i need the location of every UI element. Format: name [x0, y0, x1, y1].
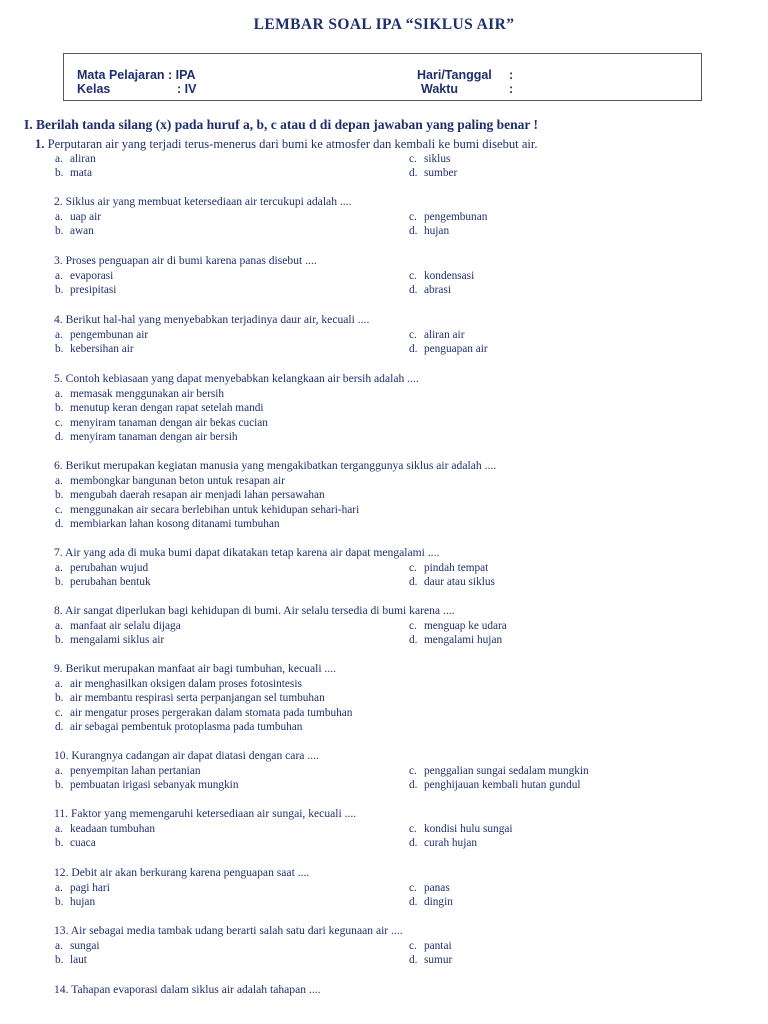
question-number: 13. [54, 924, 69, 937]
question-text: Berikut merupakan kegiatan manusia yang mengakibatkan terganggunya siklus air adalah .... [62, 459, 497, 472]
option-letter: a. [55, 677, 63, 690]
question-stem [55, 372, 419, 387]
question-number: 2. [54, 195, 63, 208]
option-text: pengembunan air [70, 328, 149, 341]
question-text: Berikut hal-hal yang menyebabkan terjadinya daur air, kecuali .... [62, 313, 370, 326]
option-letter: d. [55, 721, 64, 733]
answer-option [55, 836, 96, 851]
option-letter: a. [55, 939, 63, 952]
option-text: kondisi hulu sungai [424, 822, 513, 835]
option-text: curah hujan [424, 837, 478, 849]
option-letter: d. [409, 284, 418, 296]
answer-option [409, 619, 507, 634]
option-letter: a. [55, 328, 63, 341]
option-text: presipitasi [70, 284, 117, 296]
option-text: kondensasi [424, 269, 475, 282]
answer-option [55, 953, 87, 968]
option-text: laut [70, 954, 87, 966]
option-letter: d. [409, 954, 418, 966]
subject-label: Mata Pelajaran : IPA [77, 68, 196, 82]
answer-option [55, 822, 155, 837]
option-letter: a. [55, 764, 63, 777]
option-letter: a. [55, 561, 63, 574]
answer-option [55, 677, 302, 692]
option-text: penggalian sungai sedalam mungkin [424, 764, 589, 777]
question-number: 5. [54, 372, 63, 385]
option-letter: d. [409, 343, 418, 355]
answer-option [409, 575, 495, 590]
option-text: menyiram tanaman dengan air bekas cucian [70, 416, 268, 429]
answer-option [55, 575, 151, 590]
option-text: penyempitan lahan pertanian [70, 764, 201, 777]
info-box [63, 53, 702, 101]
question-number: 6. [54, 459, 63, 472]
question-stem [55, 459, 496, 474]
option-text: panas [424, 881, 450, 894]
question-text: Contoh kebiasaan yang dapat menyebabkan kelangkaan air bersih adalah .... [62, 372, 419, 385]
answer-option [55, 342, 134, 357]
option-text: keadaan tumbuhan [70, 822, 156, 835]
option-text: membongkar bangunan beton untuk resapan air [70, 474, 285, 487]
option-text: air menghasilkan oksigen dalam proses fotosintesis [70, 677, 302, 690]
option-letter: c. [55, 706, 63, 719]
option-text: sumber [424, 167, 458, 179]
answer-option [55, 166, 92, 181]
option-letter: c. [409, 881, 417, 894]
answer-option [55, 387, 224, 402]
option-text: manfaat air selalu dijaga [70, 619, 181, 632]
option-letter: a. [55, 822, 63, 835]
option-text: aliran air [424, 328, 465, 341]
option-letter: c. [55, 503, 63, 516]
answer-option [409, 822, 513, 837]
question-number: 4. [54, 313, 63, 326]
time-value: : [509, 82, 514, 96]
option-letter: d. [55, 431, 64, 443]
answer-option [55, 691, 325, 706]
option-text: pengembunan [424, 210, 488, 223]
option-letter: b. [55, 576, 64, 588]
option-letter: b. [55, 837, 64, 849]
answer-option [409, 881, 450, 896]
option-text: pagi hari [70, 881, 110, 894]
option-letter: b. [55, 225, 64, 237]
option-letter: b. [55, 167, 64, 179]
question-stem [55, 195, 351, 210]
option-text: pantai [424, 939, 452, 952]
option-letter: d. [409, 896, 418, 908]
answer-option [409, 224, 449, 239]
answer-option [55, 881, 110, 896]
option-text: menyiram tanaman dengan air bersih [70, 431, 238, 443]
option-letter: b. [55, 779, 64, 791]
option-text: penguapan air [424, 343, 488, 355]
option-text: memasak menggunakan air bersih [70, 387, 225, 400]
option-letter: c. [409, 152, 417, 165]
section-instruction: I. Berilah tanda silang (x) pada huruf a, b, c atau d di depan jawaban yang paling benar ! [24, 117, 538, 132]
question-number: 7. [54, 546, 63, 559]
option-text: penghijauan kembali hutan gundul [424, 779, 581, 791]
option-text: perubahan wujud [70, 561, 149, 574]
answer-option [55, 706, 352, 721]
option-text: hujan [70, 896, 96, 908]
question-number: 1. [35, 137, 45, 151]
answer-option [55, 895, 95, 910]
answer-option [55, 503, 359, 518]
answer-option [409, 328, 464, 343]
option-letter: c. [409, 210, 417, 223]
question-text: Air sebagai media tambak udang berarti salah satu dari kegunaan air .... [68, 924, 403, 937]
option-text: menggunakan air secara berlebihan untuk kehidupan sehari-hari [70, 503, 360, 516]
option-letter: d. [409, 167, 418, 179]
question-text: Air sangat diperlukan bagi kehidupan di bumi. Air selalu tersedia di bumi karena .... [62, 604, 455, 617]
option-text: aliran [70, 152, 96, 165]
answer-option [55, 561, 148, 576]
option-text: perubahan bentuk [70, 576, 151, 588]
option-letter: b. [55, 402, 64, 414]
class-value: : IV [177, 82, 197, 96]
option-text: air sebagai pembentuk protoplasma pada tumbuhan [70, 721, 303, 733]
worksheet-title: LEMBAR SOAL IPA “SIKLUS AIR” [253, 16, 515, 33]
option-text: siklus [424, 152, 451, 165]
option-text: air membantu respirasi serta perpanjangan sel tumbuhan [70, 692, 325, 704]
question-stem [55, 866, 309, 881]
option-text: mata [70, 167, 92, 179]
question-text: Air yang ada di muka bumi dapat dikatakan tetap karena air dapat mengalami .... [62, 546, 440, 559]
option-letter: b. [55, 284, 64, 296]
question-text: Siklus air yang membuat ketersediaan air tercukupi adalah .... [62, 195, 352, 208]
option-text: kebersihan air [70, 343, 134, 355]
answer-option [55, 474, 285, 489]
question-text: Debit air akan berkurang karena penguapan saat .... [68, 866, 310, 879]
answer-option [55, 328, 148, 343]
question-stem [55, 662, 336, 677]
option-letter: c. [409, 619, 417, 632]
option-letter: b. [55, 634, 64, 646]
answer-option [409, 633, 502, 648]
option-letter: b. [55, 489, 64, 501]
answer-option [409, 166, 457, 181]
option-letter: c. [409, 328, 417, 341]
question-number: 11. [54, 807, 69, 820]
answer-option [55, 633, 164, 648]
question-stem [55, 983, 321, 998]
option-letter: d. [409, 837, 418, 849]
answer-option [409, 269, 474, 284]
option-text: awan [70, 225, 94, 237]
option-text: menutup keran dengan rapat setelah mandi [70, 402, 264, 414]
option-text: air mengatur proses pergerakan dalam stomata pada tumbuhan [70, 706, 353, 719]
question-stem [55, 924, 403, 939]
answer-option [55, 778, 238, 793]
option-letter: a. [55, 269, 63, 282]
question-stem [55, 604, 455, 619]
question-stem [55, 254, 317, 269]
question-number: 12. [54, 866, 69, 879]
answer-option [409, 152, 450, 167]
answer-option [55, 720, 302, 735]
option-text: uap air [70, 210, 102, 223]
answer-option [55, 416, 268, 431]
option-letter: c. [409, 822, 417, 835]
answer-option [55, 152, 96, 167]
question-stem [55, 749, 319, 764]
option-letter: c. [55, 416, 63, 429]
date-value: : [509, 68, 514, 82]
option-text: daur atau siklus [424, 576, 495, 588]
option-text: cuaca [70, 837, 96, 849]
answer-option [409, 764, 589, 779]
option-letter: a. [55, 210, 63, 223]
question-stem [55, 807, 356, 822]
question-text: Berikut merupakan manfaat air bagi tumbuhan, kecuali .... [62, 662, 337, 675]
date-label: Hari/Tanggal [417, 68, 492, 82]
answer-option [55, 269, 113, 284]
answer-option [55, 764, 201, 779]
option-text: mengalami hujan [424, 634, 503, 646]
option-text: pembuatan irigasi sebanyak mungkin [70, 779, 239, 791]
answer-option [409, 778, 581, 793]
answer-option [55, 517, 280, 532]
option-letter: b. [55, 896, 64, 908]
answer-option [55, 619, 181, 634]
option-letter: d. [409, 225, 418, 237]
option-text: sumur [424, 954, 453, 966]
option-letter: a. [55, 881, 63, 894]
question-number: 14. [54, 983, 69, 996]
option-letter: b. [55, 954, 64, 966]
option-text: hujan [424, 225, 450, 237]
option-letter: d. [55, 518, 64, 530]
option-letter: c. [409, 269, 417, 282]
option-letter: b. [55, 343, 64, 355]
question-text: Faktor yang memengaruhi ketersediaan air sungai, kecuali .... [68, 807, 357, 820]
time-label: Waktu [421, 82, 459, 96]
option-text: mengubah daerah resapan air menjadi lahan persawahan [70, 489, 325, 501]
answer-option [55, 401, 264, 416]
class-label: Kelas [77, 82, 111, 96]
answer-option [55, 430, 238, 445]
question-text: Proses penguapan air di bumi karena panas disebut .... [62, 254, 317, 267]
option-letter: d. [409, 576, 418, 588]
option-letter: c. [409, 764, 417, 777]
option-text: mengalami siklus air [70, 634, 165, 646]
answer-option [55, 283, 116, 298]
option-letter: c. [409, 561, 417, 574]
answer-option [55, 210, 101, 225]
option-letter: a. [55, 152, 63, 165]
option-text: membiarkan lahan kosong ditanami tumbuhan [70, 518, 280, 530]
question-stem [35, 137, 538, 153]
option-text: evaporasi [70, 269, 114, 282]
question-number: 9. [54, 662, 63, 675]
question-text: Perputaran air yang terjadi terus-menerus dari bumi ke atmosfer dan kembali ke bumi disebut air. [44, 137, 538, 151]
answer-option [409, 939, 452, 954]
answer-option [55, 488, 325, 503]
option-letter: b. [55, 692, 64, 704]
question-stem [55, 546, 439, 561]
question-text: Tahapan evaporasi dalam siklus air adalah tahapan .... [68, 983, 321, 996]
option-text: sungai [70, 939, 100, 952]
option-letter: a. [55, 619, 63, 632]
option-letter: a. [55, 387, 63, 400]
option-letter: d. [409, 634, 418, 646]
answer-option [409, 836, 477, 851]
answer-option [409, 342, 488, 357]
option-text: pindah tempat [424, 561, 489, 574]
answer-option [55, 939, 100, 954]
question-number: 3. [54, 254, 63, 267]
option-letter: a. [55, 474, 63, 487]
option-text: abrasi [424, 284, 451, 296]
answer-option [409, 210, 487, 225]
question-text: Kurangnya cadangan air dapat diatasi dengan cara .... [68, 749, 319, 762]
answer-option [409, 895, 453, 910]
option-letter: c. [409, 939, 417, 952]
answer-option [55, 224, 94, 239]
answer-option [409, 283, 451, 298]
question-number: 8. [54, 604, 63, 617]
question-number: 10. [54, 749, 69, 762]
option-text: menguap ke udara [424, 619, 507, 632]
option-text: dingin [424, 896, 453, 908]
answer-option [409, 953, 452, 968]
option-letter: d. [409, 779, 418, 791]
question-stem [55, 313, 369, 328]
answer-option [409, 561, 488, 576]
